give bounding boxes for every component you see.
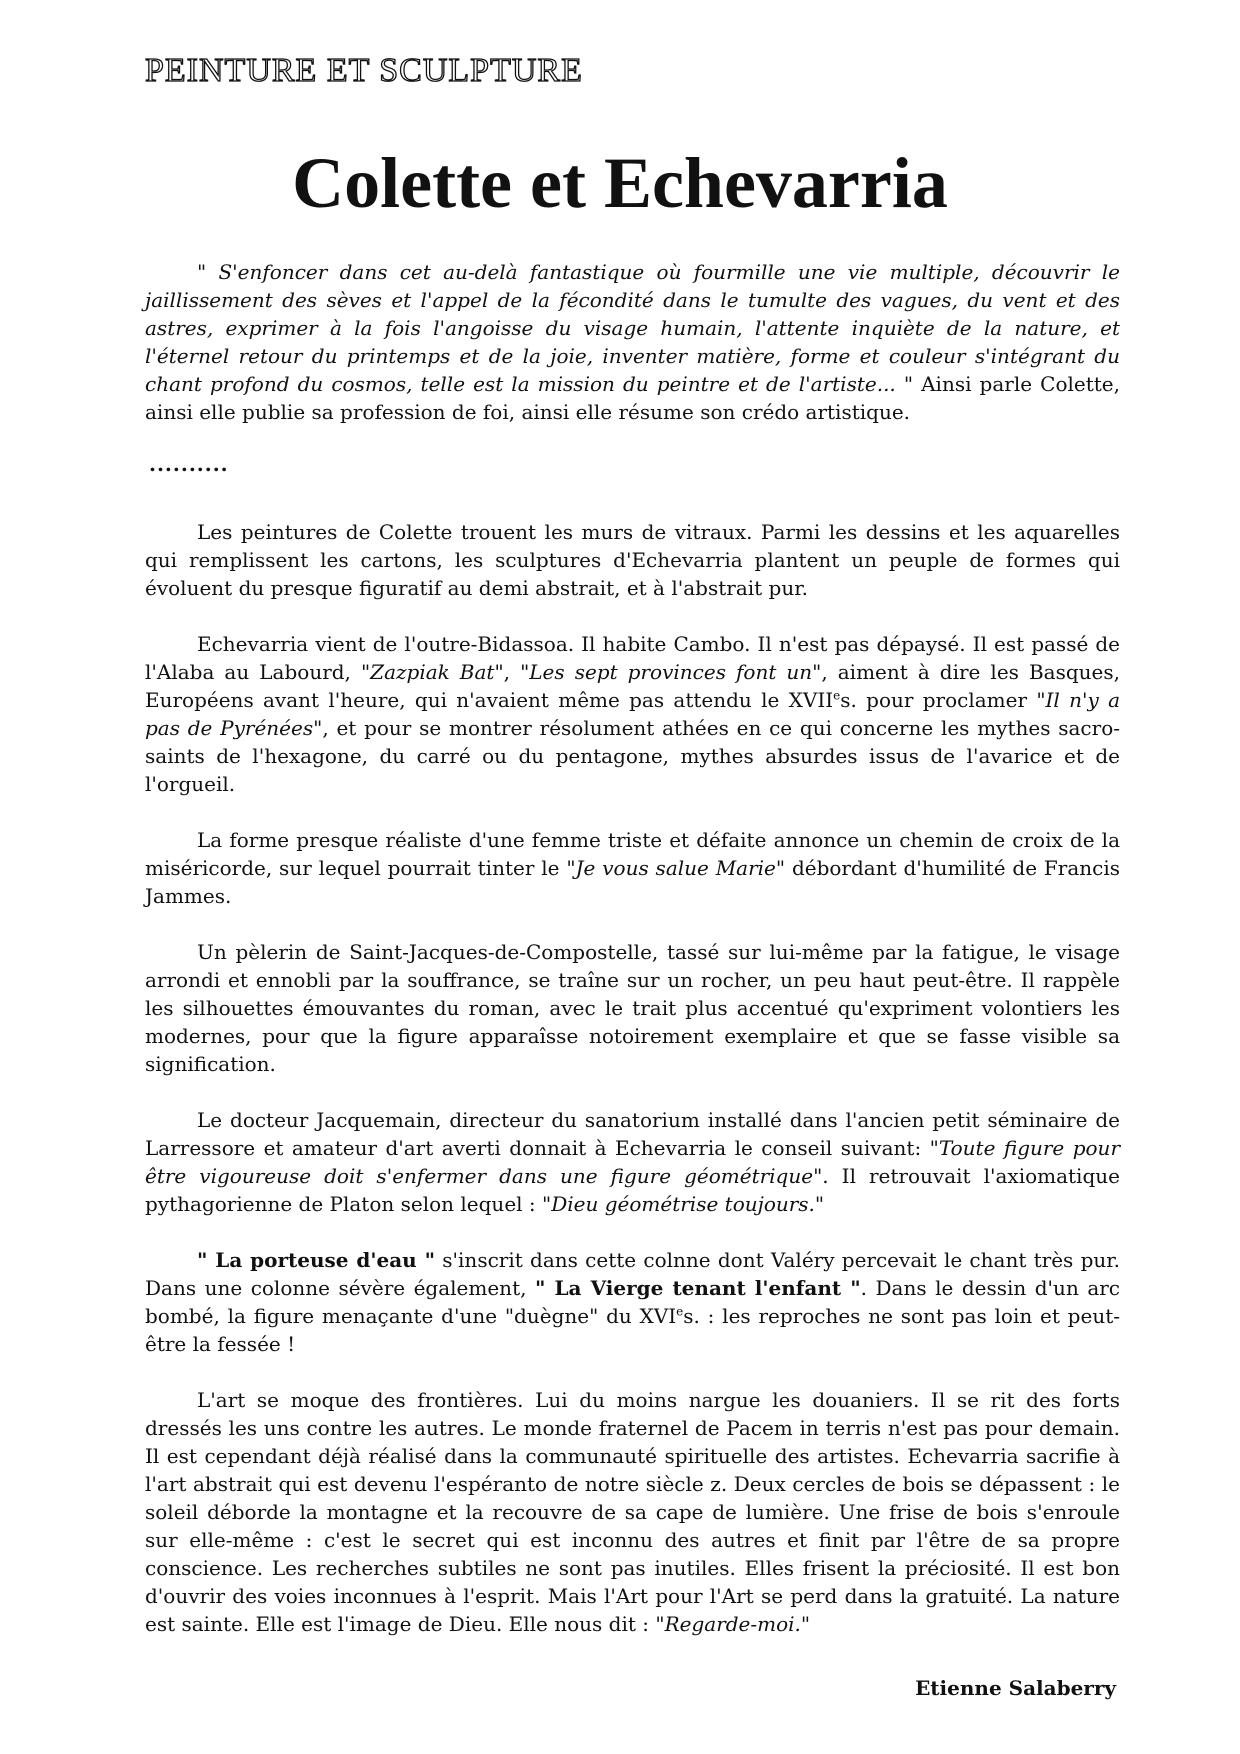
- p7-text-a: L'art se moque des frontières. Lui du moins nargue les douaniers. Il se rit des forts dressés les uns contre les autres. Le monde fraternel de Pacem in terris n'est pas pour demain. Il est cependant déjà réalisé dans la communauté spirituelle des artistes. Echevarria sacrifie à l'art abstrait qui est devenu l'espéranto de notre siècle z. Deux cercles de bois se dépassent : le soleil déborde la montagne et la recouvre de sa cape de lumière. Une frise de bois s'enroule sur elle-même : c'est le secret qui est inconnu des autres et finit par l'être de sa propre conscience. Les recherches subtiles ne sont pas inutiles. Elles frisent la préciosité. Il est bon d'ouvrir des voies inconnues à l'esprit. Mais l'Art pour l'Art se perd dans la gratuité. La nature est sainte. Elle est l'image de Dieu. Elle nous dit :: [145, 1388, 1120, 1636]
- p2-text-b: ,: [503, 660, 521, 684]
- paragraph-4: Un pèlerin de Saint-Jacques-de-Compostelle, tassé sur lui-même par la fatigue, le visage arrondi et ennobli par la souffrance, se traîne sur un rocher, un peu haut peut-être. Il rappèle les silhouettes émouvantes du roman, avec le trait plus accentué qu'expriment volontiers les modernes, pour que la figure apparaîsse notoirement exemplaire et que se fasse visible sa signification.: [145, 940, 1120, 1076]
- p5-text-a: Le docteur Jacquemain, directeur du sanatorium installé dans l'ancien petit séminaire de Larressore et amateur d'art averti donnait à Echevarria le conseil suivant:: [145, 1108, 1120, 1160]
- paragraph-2: [145, 630, 1120, 798]
- intro-quote: " S'enfoncer dans cet au-delà fantastique où fourmille une vie multiple, découvrir le jaillissement des sèves et l'appel de la fécondité dans le tumulte des vagues, du vent et des astres, exprimer à la fois l'angoisse du visage humain, l'attente inquiète de la nature, et l'éternel retour du printemps et de la joie, inventer matière, forme et couleur s'intégrant du chant profond du cosmos, telle est la mission du peintre et de l'artiste... ": [145, 260, 1120, 396]
- intro-paragraph: [145, 258, 1120, 426]
- p2-superscript: e: [833, 688, 841, 703]
- paragraph-5: [145, 1106, 1120, 1218]
- p5-quote-2: "Dieu géométrise toujours.": [542, 1192, 825, 1216]
- p3-text-b: débordant d'humilité de Francis Jammes.: [145, 856, 1120, 908]
- p2-quote-3: "Il n'y a pas de Pyrénées": [145, 688, 1120, 740]
- paragraph-7: [145, 1386, 1120, 1638]
- paragraph-6: [145, 1246, 1120, 1358]
- author-signature: Etienne Salaberry: [915, 1676, 1116, 1700]
- p2-text-a: Echevarria vient de l'outre-Bidassoa. Il habite Cambo. Il n'est pas dépaysé. Il est passé de l'Alaba au Labourd,: [145, 632, 1120, 684]
- p2-quote-1: "Zazpiak Bat": [360, 660, 504, 684]
- p6-superscript: e: [676, 1304, 684, 1319]
- article-body: [145, 258, 1120, 1666]
- p3-text-a: La forme presque réaliste d'une femme triste et défaite annonce un chemin de croix de la miséricorde, sur lequel pourrait tinter le: [145, 828, 1120, 880]
- article-title: Colette et Echevarria: [292, 143, 948, 223]
- p2-text-d: s. pour proclamer: [840, 688, 1037, 712]
- separator: ..........: [149, 452, 229, 476]
- p3-quote: "Je vous salue Marie": [566, 856, 786, 880]
- paragraph-1: Les peintures de Colette trouent les murs de vitraux. Parmi les dessins et les aquarelles qui remplissent les cartons, les sculptures d'Echevarria plantent un peuple de formes qui évoluent du presque figuratif au demi abstrait, et à l'abstrait pur.: [145, 520, 1120, 600]
- intro-after: Ainsi parle Colette, ainsi elle publie sa profession de foi, ainsi elle résume son crédo artistique.: [145, 372, 1120, 424]
- paragraph-3: [145, 826, 1120, 910]
- p5-text-b: . Il retrouvait l'axiomatique pythagorienne de Platon selon lequel :: [145, 1164, 1120, 1216]
- p6-text-a: s'inscrit dans cette colnne dont Valéry percevait le chant très pur. Dans une colonne sévère également,: [145, 1248, 1120, 1300]
- p6-text-d: s. : les reproches ne sont pas loin et peut-être la fessée !: [145, 1304, 1120, 1356]
- p2-text-e: , et pour se montrer résolument athées en ce qui concerne les mythes sacro-saints de l'hexagone, du carré ou du pentagone, mythes absurdes issus de l'avarice et de l'orgueil.: [145, 716, 1120, 796]
- p2-quote-2: "Les sept provinces font un": [520, 660, 822, 684]
- p5-quote-1: "Toute figure pour être vigoureuse doit s'enfermer dans une figure géométrique": [145, 1136, 1120, 1188]
- p6-bold-1: " La porteuse d'eau ": [197, 1248, 436, 1272]
- p6-text-c: . Dans le dessin d'un arc bombé, la figure menaçante d'une "duègne" du XVI: [145, 1276, 1121, 1328]
- p6-bold-2: " La Vierge tenant l'enfant ": [534, 1276, 861, 1300]
- section-label: PEINTURE ET SCULPTURE: [145, 52, 583, 89]
- p2-text-c: , aiment à dire les Basques, Européens avant l'heure, qui n'avaient même pas attendu le XVII: [145, 660, 1120, 712]
- p7-quote: "Regarde-moi.": [655, 1612, 811, 1636]
